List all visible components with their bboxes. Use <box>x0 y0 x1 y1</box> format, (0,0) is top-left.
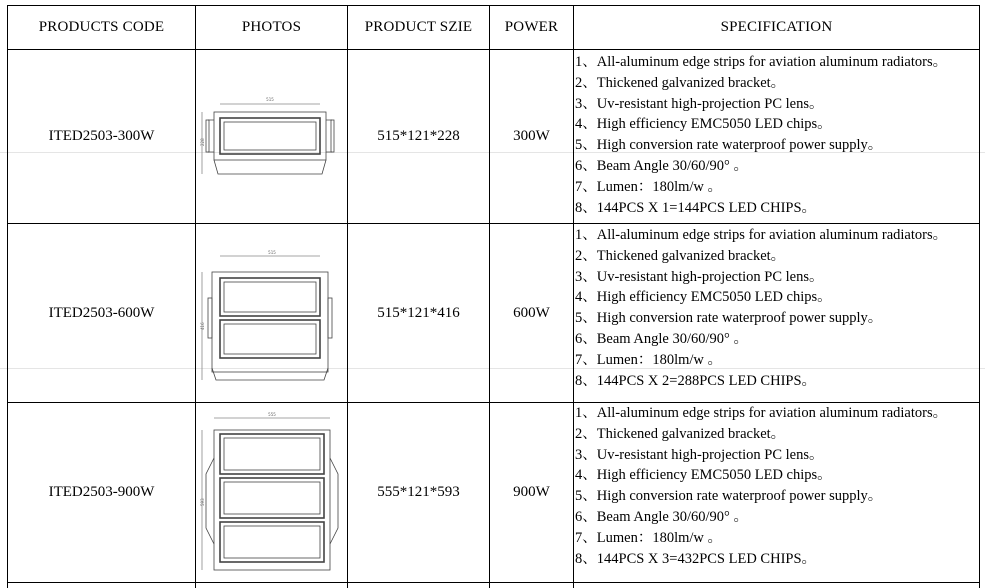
specification-list <box>575 403 980 569</box>
drawing-width-label: 515 <box>268 250 276 255</box>
product-code: ITED2503-900W <box>48 484 155 500</box>
spec-line: 5、High conversion rate waterproof power supply。 <box>575 310 883 327</box>
spec-line: 8、144PCS X 1=144PCS LED CHIPS。 <box>575 199 817 216</box>
spec-line: 4、High efficiency EMC5050 LED chips。 <box>575 467 832 484</box>
product-power: 300W <box>513 128 550 144</box>
drawing-width-label: 515 <box>266 97 274 102</box>
spec-line: 7、Lumen：180lm/w 。 <box>575 178 723 195</box>
header-products-code: PRODUCTS CODE <box>38 19 165 35</box>
spec-line: 2、Thickened galvanized bracket。 <box>575 247 786 264</box>
drawing-height-label: 416 <box>200 322 205 330</box>
specification-list <box>575 52 980 218</box>
product-power: 600W <box>513 304 550 321</box>
drawing-height-label: 593 <box>200 498 205 506</box>
product-drawing-300w <box>200 90 342 182</box>
spec-line: 8、144PCS X 2=288PCS LED CHIPS。 <box>575 372 817 389</box>
specification-list <box>575 225 980 391</box>
table-border <box>7 582 980 583</box>
table-border <box>573 5 574 588</box>
spec-line: 6、Beam Angle 30/60/90° 。 <box>575 157 748 174</box>
product-power: 900W <box>513 484 550 500</box>
spec-line: 7、Lumen：180lm/w 。 <box>575 351 723 368</box>
header-product-size: PRODUCT SZIE <box>364 19 473 35</box>
spec-line: 7、Lumen：180lm/w 。 <box>575 529 723 546</box>
product-drawing-600w <box>200 248 342 382</box>
spec-line: 2、Thickened galvanized bracket。 <box>575 425 786 442</box>
spec-line: 3、Uv-resistant high-projection PC lens。 <box>575 95 824 112</box>
spec-line: 5、High conversion rate waterproof power supply。 <box>575 488 883 505</box>
spec-line: 5、High conversion rate waterproof power supply。 <box>575 137 883 154</box>
spec-line: 6、Beam Angle 30/60/90° 。 <box>575 508 748 525</box>
spec-line: 1、All-aluminum edge strips for aviation aluminum radiators。 <box>575 227 948 243</box>
spec-line: 3、Uv-resistant high-projection PC lens。 <box>575 446 824 463</box>
spec-line: 1、All-aluminum edge strips for aviation aluminum radiators。 <box>575 405 948 421</box>
spec-line: 6、Beam Angle 30/60/90° 。 <box>575 330 748 347</box>
header-specification: SPECIFICATION <box>720 19 833 35</box>
spec-line: 8、144PCS X 3=432PCS LED CHIPS。 <box>575 550 817 567</box>
header-power: POWER <box>504 19 559 35</box>
product-drawing-900w <box>200 408 344 578</box>
spec-line: 2、Thickened galvanized bracket。 <box>575 74 786 91</box>
spec-line: 4、High efficiency EMC5050 LED chips。 <box>575 116 832 133</box>
drawing-width-label: 555 <box>268 412 276 417</box>
drawing-height-label: 228 <box>200 138 205 146</box>
product-size: 515*121*228 <box>377 128 460 144</box>
table-border <box>195 5 196 588</box>
spec-line: 3、Uv-resistant high-projection PC lens。 <box>575 268 824 285</box>
spec-line: 1、All-aluminum edge strips for aviation aluminum radiators。 <box>575 54 948 70</box>
product-size: 555*121*593 <box>377 484 460 500</box>
product-code: ITED2503-600W <box>48 304 155 321</box>
spec-line: 4、High efficiency EMC5050 LED chips。 <box>575 289 832 306</box>
product-size: 515*121*416 <box>377 304 460 321</box>
product-code: ITED2503-300W <box>48 128 155 144</box>
header-photos: PHOTOS <box>241 19 302 35</box>
